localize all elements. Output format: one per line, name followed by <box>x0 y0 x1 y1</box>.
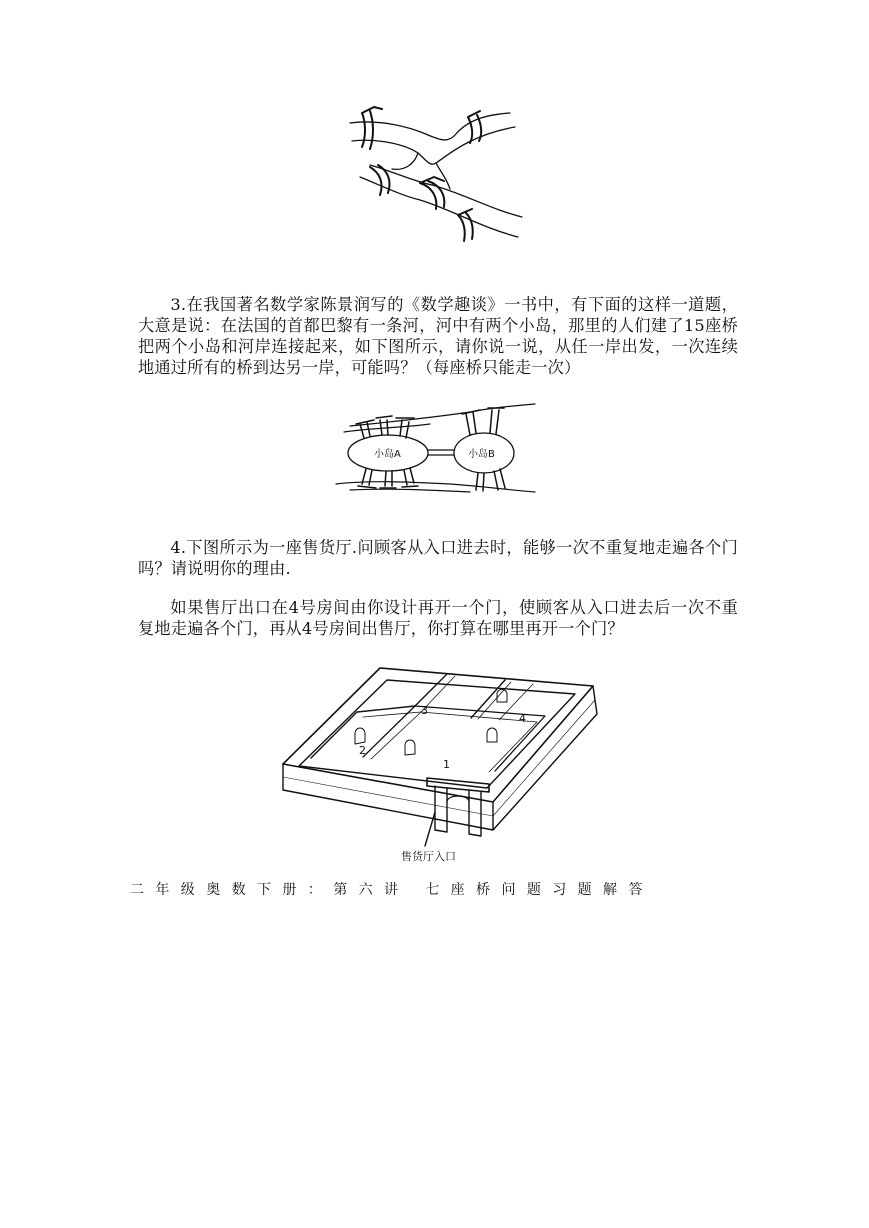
islands-figure <box>330 398 545 498</box>
island-b-label: 小岛B <box>468 449 495 460</box>
sales-hall-figure <box>275 662 605 867</box>
room-1-label: 1 <box>443 758 450 771</box>
problem-3-text: 3.在我国著名数学家陈景润写的《数学趣谈》一书中，有下面的这样一道题，大意是说：在法国的首都巴黎有一条河，河中有两个小岛，那里的人们建了15座桥把两个小岛和河岸连接起来，如下图所示，请你说一说，从任一岸出发，一次连续地通过所有的桥到达另一岸，可能吗？（每座桥只能走一次） <box>138 295 738 377</box>
sales-hall-floorplan-icon <box>275 662 605 867</box>
problem-4-followup-text: 如果售厅出口在4号房间由你设计再开一个门，使顾客从入口进去后一次不重复地走遍各个门，再从4号房间出售厅，你打算在哪里再开一个门？ <box>138 598 738 638</box>
room-4-label: 4 <box>519 712 526 725</box>
bridge-1 <box>362 107 382 149</box>
bridge-2 <box>468 111 481 143</box>
room-3-label: 3 <box>421 704 428 717</box>
problem-4-text: 4.下图所示为一座售货厅.问顾客从入口进去时，能够一次不重复地走遍各个门吗？请说明你的理由. <box>138 538 738 578</box>
river-bridges-icon <box>340 105 530 255</box>
page-footer: 二年级奥数下册：第六讲 七座桥问题习题解答 <box>130 882 654 898</box>
bridge-5 <box>458 209 473 241</box>
room-2-label: 2 <box>359 744 366 757</box>
island-a-label: 小岛A <box>374 449 401 460</box>
river-bridges-figure <box>340 105 530 255</box>
islands-bridges-icon <box>330 398 545 498</box>
entrance-label: 售货厅入口 <box>401 850 456 863</box>
bridge-3 <box>370 165 390 195</box>
